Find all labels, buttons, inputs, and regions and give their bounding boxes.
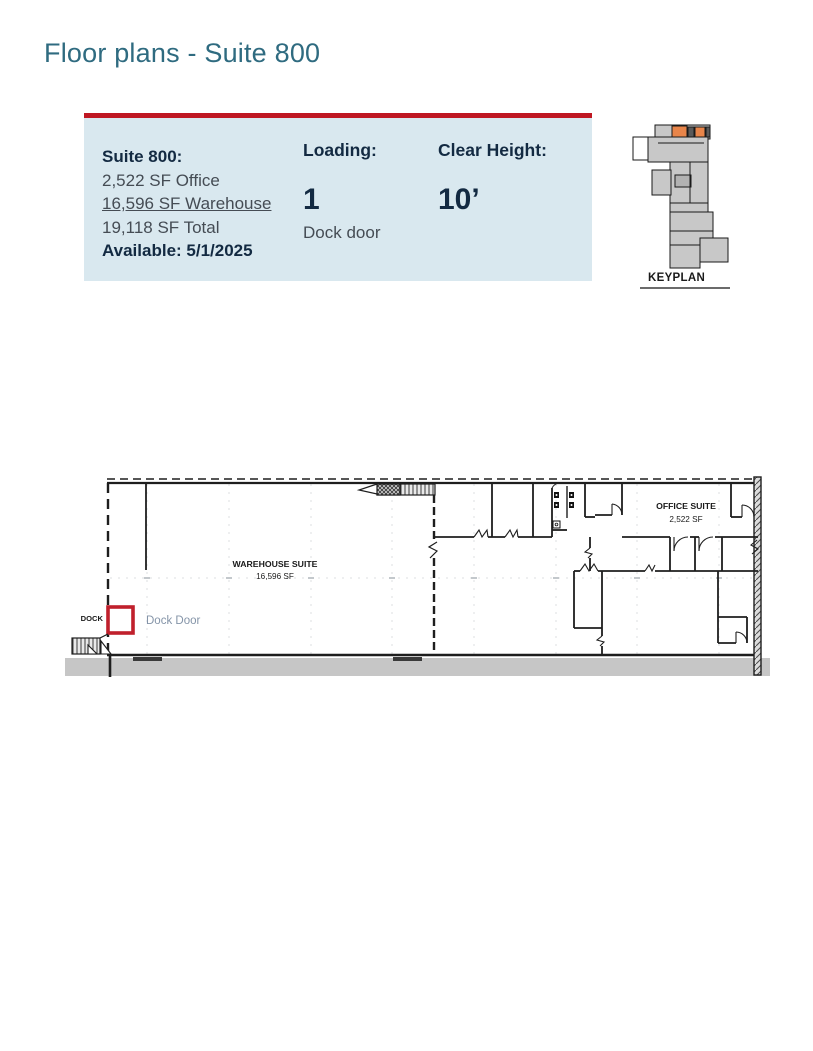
keyplan-highlight-suite (672, 126, 687, 138)
loading-stat (303, 140, 380, 243)
clear-height-value: 10’ (438, 183, 480, 216)
suite-warehouse-sf: 16,596 SF Warehouse (102, 194, 272, 213)
suite-total-sf: 19,118 SF Total (102, 217, 220, 237)
dock-stairs (72, 638, 100, 654)
door-stoop (393, 657, 422, 661)
dock-label: DOCK (80, 614, 103, 623)
office-suite-label: OFFICE SUITE (656, 501, 716, 511)
dock-door-label: Dock Door (146, 615, 201, 627)
loading-heading: Loading: (303, 140, 377, 160)
suite-heading: Suite 800: (102, 147, 183, 166)
office-area-label: 2,522 SF (669, 515, 703, 524)
demising-wall (429, 495, 437, 655)
warehouse-area-label: 16,596 SF (256, 572, 294, 581)
ramp-detail (359, 484, 435, 495)
warehouse-suite-label: WAREHOUSE SUITE (232, 559, 318, 569)
suite-available-date: Available: 5/1/2025 (102, 241, 253, 260)
door-stoop (133, 657, 162, 661)
suite-details (102, 145, 271, 263)
loading-value: 1 (303, 183, 320, 216)
loading-caption: Dock door (303, 223, 381, 242)
suite-office-sf: 2,522 SF Office (102, 170, 220, 190)
keyplan-caption: KEYPLAN (640, 272, 730, 289)
page-title: Floor plans - Suite 800 (44, 38, 321, 68)
clear-height-stat (438, 140, 547, 217)
suite-info-panel (84, 113, 592, 281)
keyplan-thumbnail (628, 103, 738, 275)
dock-door-marker (108, 607, 133, 633)
floor-plan-drawing (0, 460, 813, 710)
clear-height-heading: Clear Height: (438, 140, 547, 160)
